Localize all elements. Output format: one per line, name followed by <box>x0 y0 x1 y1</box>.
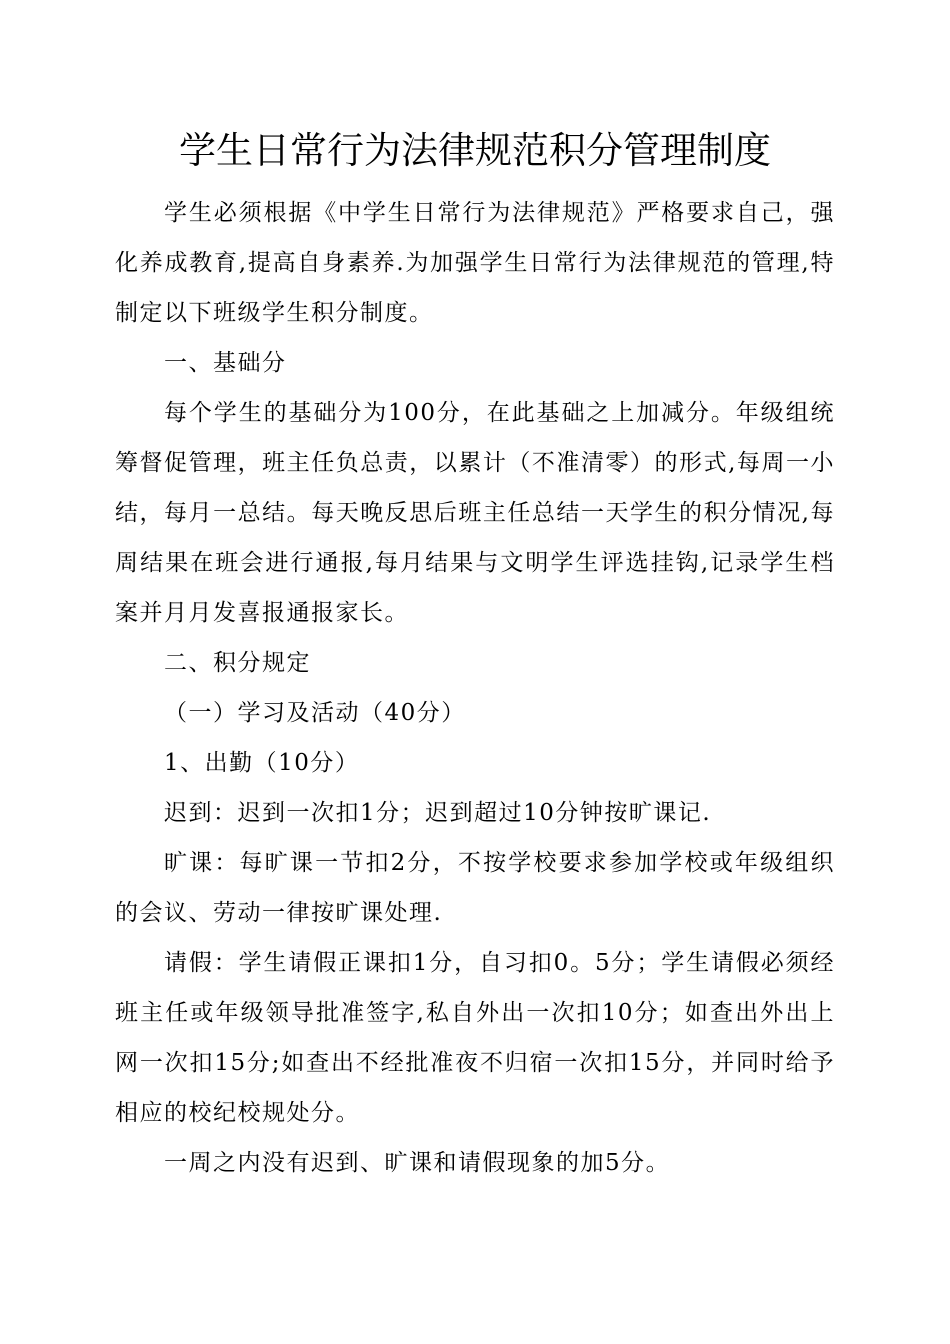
item-heading-attendance: 1、出勤（10分） <box>164 750 360 776</box>
basic-score-paragraph: 每个学生的基础分为100分，在此基础之上加减分。年级组统筹督促管理，班主任负总责，以累计（不准清零）的形式,每周一小结，每月一总结。每天晚反思后班主任总结一天学生的积分情况,每周结果在班会进行通报,每月结果与文明学生评选挂钩,记录学生档案并月月发喜报通报家长。 <box>115 400 835 626</box>
rule-late-paragraph: 迟到：迟到一次扣1分；迟到超过10分钟按旷课记. <box>164 800 712 826</box>
section-heading-score-rules: 二、积分规定 <box>164 650 311 676</box>
rule-leave-paragraph: 请假：学生请假正课扣1分，自习扣0。5分；学生请假必须经班主任或年级领导批准签字,私自外出一次扣10分；如查出外出上网一次扣15分;如查出不经批准夜不归宿一次扣15分，并同时给予相应的校纪校规处分。 <box>115 950 835 1126</box>
document-body <box>115 188 835 1188</box>
section-heading-basic-score: 一、基础分 <box>164 350 287 376</box>
document-title: 学生日常行为法律规范积分管理制度 <box>179 129 771 172</box>
rule-bonus-paragraph: 一周之内没有迟到、旷课和请假现象的加5分。 <box>164 1150 671 1176</box>
rule-truancy-paragraph: 旷课：每旷课一节扣2分，不按学校要求参加学校或年级组织的会议、劳动一律按旷课处理. <box>115 850 835 926</box>
subsection-heading-study-activities: （一）学习及活动（40分） <box>164 700 466 726</box>
intro-paragraph: 学生必须根据《中学生日常行为法律规范》严格要求自己，强化养成教育,提高自身素养.为加强学生日常行为法律规范的管理,特制定以下班级学生积分制度。 <box>115 200 835 326</box>
